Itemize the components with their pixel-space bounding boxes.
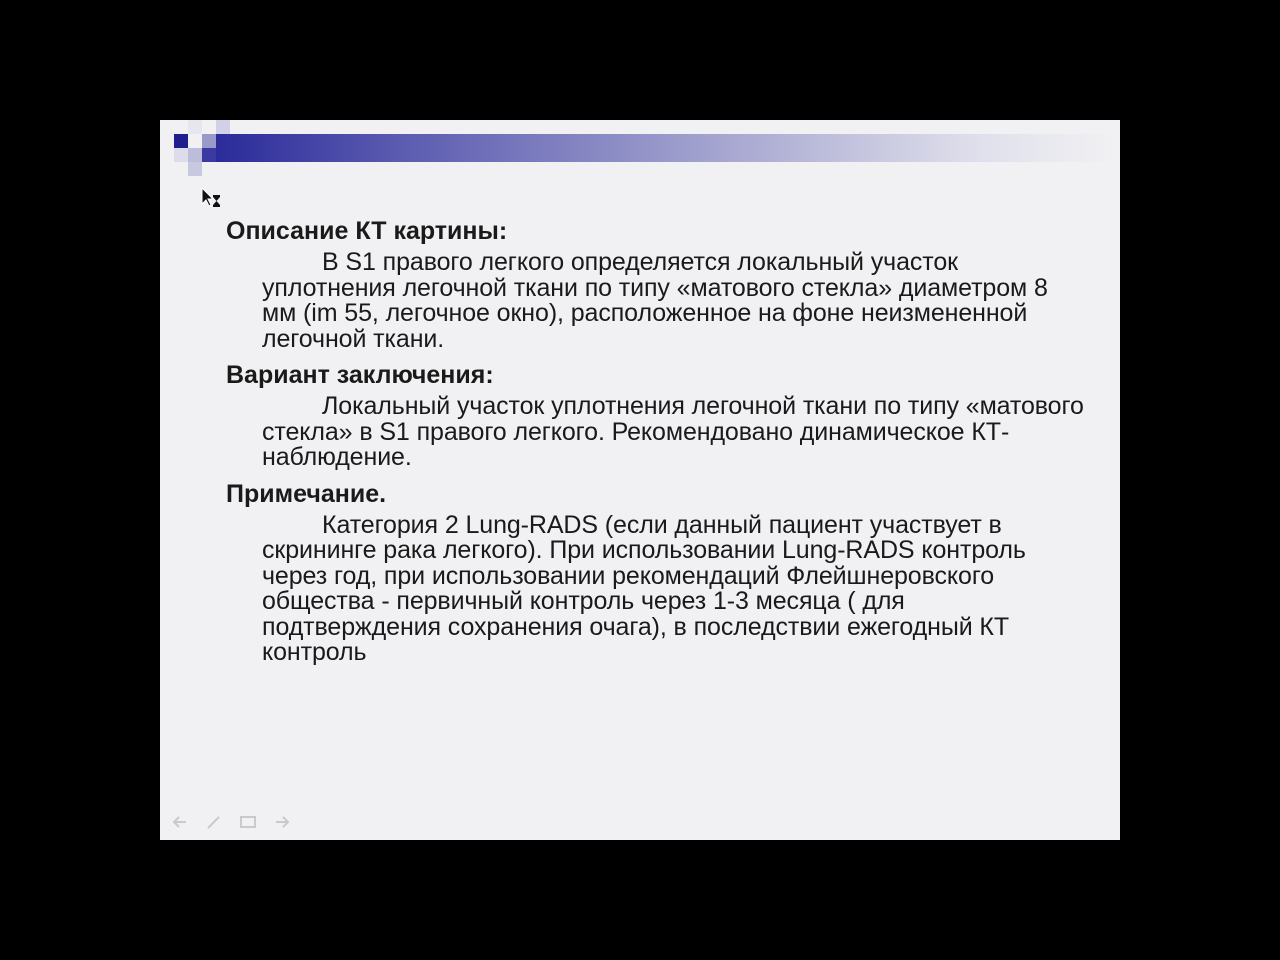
section-ct-description <box>226 216 1086 352</box>
section-heading: Описание КТ картины: <box>226 217 508 245</box>
title-gradient-bar <box>216 134 1116 162</box>
section-text: В S1 правого легкого определяется локальный участок уплотнения легочной ткани по типу «матового стекла» диаметром 8 мм (im 55, легочное окно), расположенное на фоне неизмененной легочной ткани. <box>262 248 1048 353</box>
next-slide-icon[interactable] <box>272 812 292 832</box>
pen-icon[interactable] <box>204 812 224 832</box>
slide-menu-icon[interactable] <box>238 812 258 832</box>
slide-navigation <box>170 812 292 832</box>
previous-slide-icon[interactable] <box>170 812 190 832</box>
section-note <box>226 479 1086 666</box>
section-conclusion <box>226 360 1086 471</box>
section-text: Категория 2 Lung-RADS (если данный пациент участвует в скрининге рака легкого). При использовании Lung-RADS контроль через год, при использовании рекомендаций Флейшнеровского общества - первичный контроль через 1-3 месяца ( для подтверждения сохранения очага), в последствии ежегодный КТ контроль <box>262 510 1026 666</box>
presentation-slide <box>160 120 1120 840</box>
section-heading: Примечание. <box>226 479 387 508</box>
slide-content <box>226 216 1086 674</box>
section-heading: Вариант заключения: <box>226 361 494 389</box>
section-text: Локальный участок уплотнения легочной ткани по типу «матового стекла» в S1 правого легкого. Рекомендовано динамическое КТ-наблюдение. <box>262 392 1084 471</box>
arrow-cursor-icon <box>200 186 224 210</box>
